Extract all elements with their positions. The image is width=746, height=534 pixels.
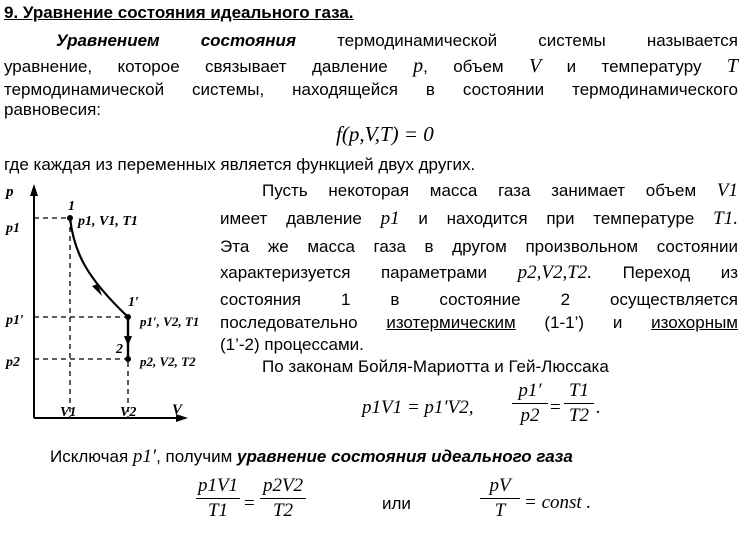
- or-word: или: [382, 494, 411, 513]
- para2-line-3: Эта же масса газа в другом произвольном состоянии: [220, 237, 738, 256]
- boyle-mariotte-equation: p1V1 = p1′V2,: [362, 397, 474, 418]
- para2-text: Пусть некоторая масса газа занимает объем: [262, 181, 697, 200]
- fraction-bar: [260, 498, 306, 499]
- para2-line-1: [262, 180, 738, 202]
- final-num-right: p2V2: [262, 475, 304, 496]
- state-2-params: p2, V2, T2: [140, 354, 196, 369]
- pv-fraction: [480, 475, 520, 522]
- const-expression: = const .: [524, 492, 592, 513]
- isotherm-arrow: [92, 284, 102, 296]
- v1-tick-label: V1: [60, 405, 77, 420]
- para2-line-2: [220, 208, 738, 230]
- para2-line-8: По законам Бойля-Мариотта и Гей-Люссака: [262, 357, 609, 376]
- isothermal-term: изотермическим: [386, 313, 516, 332]
- isotherm-curve: [70, 218, 128, 317]
- equals-sign: =: [244, 493, 255, 514]
- state-1-params: p1, V1, T1: [78, 214, 138, 229]
- symbol-t1: T1.: [713, 208, 738, 229]
- symbol-p1prime: p1′: [132, 446, 157, 467]
- para2-text: (1-1’) и: [544, 313, 623, 332]
- gay-lussac-period: .: [596, 397, 601, 418]
- para2-text: и находится при температуре: [418, 209, 695, 228]
- para2-text: характеризуется параметрами: [220, 263, 488, 282]
- pv-den: T: [494, 500, 506, 521]
- para2-text: Переход из: [622, 263, 738, 282]
- intro-line-1: [56, 31, 738, 51]
- gay-lussac-left-fraction: [512, 380, 548, 427]
- point-1prime: [125, 314, 131, 320]
- page-title: 9. Уравнение состояния идеального газа.: [4, 3, 354, 22]
- gay-lussac-den-left: p2: [520, 405, 540, 426]
- final-num-left: p1V1: [197, 475, 239, 496]
- para2-line-7: (1’-2) процессами.: [220, 335, 364, 354]
- para2-line-6: [220, 313, 738, 333]
- gay-lussac-den-right: T2: [568, 405, 590, 426]
- state-1prime-params: p1′, V2, T1: [140, 314, 200, 329]
- pv-num: pV: [489, 475, 511, 496]
- p1prime-tick-label: p1′: [6, 313, 24, 328]
- symbol-p1: p1: [380, 208, 400, 229]
- pv-diagram: [2, 178, 224, 426]
- exclude-text: Исключая: [50, 447, 129, 466]
- intro-line1-rest: термодинамической системы называется: [337, 31, 738, 50]
- para2-line-5: состояния 1 в состояние 2 осуществляется: [220, 290, 738, 309]
- intro-line-3: термодинамической системы, находящейся в состоянии термодинамического: [4, 80, 738, 99]
- point-2: [125, 356, 131, 362]
- point-1-label: 1: [68, 199, 75, 214]
- fraction-bar: [480, 498, 520, 499]
- p2-tick-label: p2: [6, 355, 20, 370]
- para2-text: последовательно: [220, 313, 358, 332]
- para2-text: имеет давление: [220, 209, 362, 228]
- intro-text: и температуру: [566, 57, 702, 76]
- exclude-text: , получим: [156, 447, 233, 466]
- symbol-v: V: [529, 55, 542, 77]
- p1-tick-label: p1: [6, 221, 20, 236]
- fraction-bar: [512, 403, 548, 404]
- final-den-right: T2: [272, 500, 294, 521]
- axis-v-label: V: [172, 402, 183, 418]
- final-left-fraction: [196, 475, 240, 522]
- intro-line-4: равновесия:: [4, 100, 102, 119]
- symbol-p: p: [413, 55, 424, 77]
- para2-line-4: [220, 262, 738, 284]
- fraction-bar: [196, 498, 240, 499]
- point-1: [67, 215, 73, 221]
- intro-text: уравнение, которое связывает давление: [4, 57, 388, 76]
- symbol-t: T: [726, 55, 738, 77]
- symbol-v1: V1: [716, 180, 738, 201]
- equals-sign: =: [550, 397, 561, 418]
- state-equation: f(p,V,T) = 0: [336, 122, 434, 146]
- symbol-state2: p2,V2,T2.: [517, 262, 593, 283]
- isochoric-term: изохорным: [651, 313, 738, 332]
- final-right-fraction: [260, 475, 306, 522]
- final-den-left: T1: [207, 500, 229, 521]
- ideal-gas-equation-term: уравнение состояния идеального газа: [237, 447, 573, 466]
- intro-text: , объем: [423, 57, 504, 76]
- axis-p-label: p: [6, 184, 14, 200]
- isochore-arrow: [124, 336, 132, 346]
- gay-lussac-right-fraction: [564, 380, 594, 427]
- point-2-label: 2: [116, 342, 123, 357]
- point-1prime-label: 1′: [128, 295, 139, 310]
- fraction-bar: [564, 403, 594, 404]
- intro-term: Уравнением состояния: [56, 31, 296, 50]
- p-axis-arrow: [30, 184, 38, 196]
- where-line: где каждая из переменных является функцией двух других.: [4, 155, 476, 174]
- intro-line-2: [4, 55, 738, 78]
- exclude-line: [50, 446, 573, 468]
- v2-tick-label: V2: [120, 405, 137, 420]
- gay-lussac-num-right: T1: [568, 380, 590, 401]
- gay-lussac-num-left: p1′: [518, 380, 542, 401]
